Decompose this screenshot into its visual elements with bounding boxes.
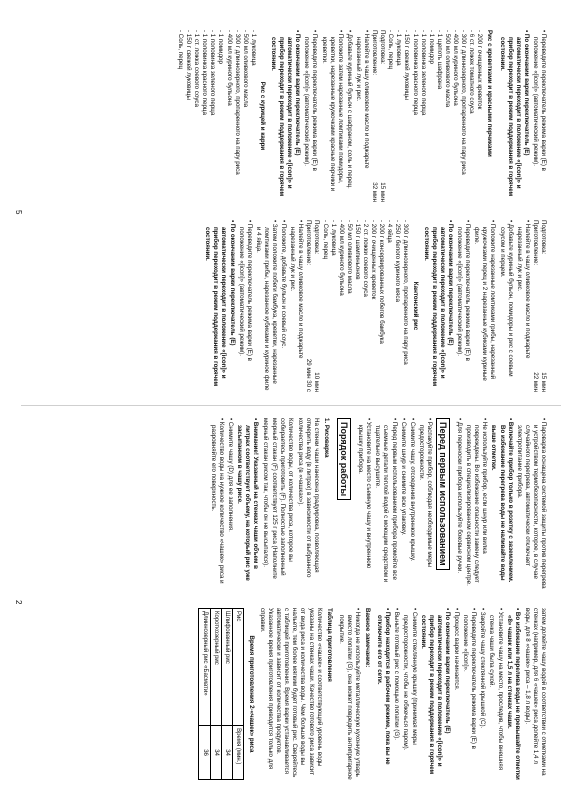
step: • По окончании варки переключатель (E) автоматически переходит в положение «[icon]» и прибор переходит в режим поддержания в горячем состоянии. — [203, 220, 235, 392]
ingredient: - 1 половинка красного перца — [200, 30, 208, 202]
paragraph: • Выньте готовый рис с помощью лопатки (G). — [392, 608, 400, 780]
ingredient: - Соль, перец — [320, 220, 328, 392]
table-row — [199, 609, 210, 780]
table-header-cell: Рис — [232, 609, 243, 726]
recipe-title: Кантонский рис — [411, 281, 419, 331]
ingredient: - 1 ст. ложка соевого соуса — [192, 30, 200, 202]
ingredient: - 250 г белого куриного мяса — [393, 220, 401, 392]
table-header-cell: Время (мин.) — [232, 726, 243, 780]
ingredient: - 300 г длиннозерного, пропаренного на пару риса — [459, 30, 467, 202]
step: • Налейте в чашу оливковое масло и поджарьте нарезанный лук и рис. — [288, 220, 304, 392]
cooking-time-table — [198, 608, 243, 780]
table-cell: Длиннозерный рис «Басмати» — [199, 609, 210, 726]
time-value: 29 мин 30 с — [305, 358, 313, 392]
section-heading: Перед первым использованием — [436, 418, 450, 570]
subsection-heading: 1. Рисоварка — [323, 418, 331, 458]
step: • Переведите переключатель режима варки (E) в положение «[icon]» (автоматический режим). — [237, 220, 253, 392]
paragraph: • Распакуйте прибор, соблюдая необходимые меры предосторожности. — [417, 418, 433, 590]
table-cell: 36 — [199, 726, 210, 780]
paragraph: На стенки чаши нанесена градуировка, позволяющая отмерить воду (в литрах) в зависимости от выбранного количества риса (в «чашках»). — [296, 418, 321, 578]
time-value: 32 мин — [371, 182, 379, 202]
time-row — [378, 30, 386, 202]
ingredient: - 1 луковица — [394, 30, 402, 202]
ingredient: - Соль, перец — [386, 30, 394, 202]
ingredient: - 400 мл куриного бульона — [451, 30, 459, 202]
ingredient: - 300 г длиннозерного, пропаренного на пару риса — [233, 30, 241, 202]
table-row — [221, 609, 232, 780]
ingredient: - 1 половинка зеленого перца — [208, 30, 216, 202]
ingredient: - 1 помидор — [427, 30, 435, 202]
ingredient: - 1 половинка зеленого перца — [419, 30, 427, 202]
time-row — [539, 220, 547, 392]
recipe-title: Рис с креветками и красными перчиками — [486, 30, 494, 157]
paragraph: • Снимите чашу, отсоединив внутреннюю крышку. — [408, 418, 416, 590]
ingredient: - 1 помидор — [216, 30, 224, 202]
page-number: 2 — [14, 600, 23, 605]
step: • Добавьте куриный бульон, помидоры и рис с соевым соусом и перцем. — [497, 220, 513, 392]
time-label: Подготовка: — [313, 220, 321, 255]
paragraph: • Снимите чашу (D) для ее заполнения. — [226, 418, 234, 590]
paragraph: • Закройте чашу стеклянной крышкой (C). — [478, 608, 486, 780]
step: • Положите, добавьте бульон и соевый соус. — [279, 220, 287, 392]
time-row — [531, 220, 539, 392]
left-page-column-1 — [37, 30, 547, 202]
paragraph: • Снимите шнур и снимите всю упаковку. — [399, 418, 407, 590]
left-page — [27, 30, 547, 400]
ingredient: - 2 ст. ложки соевого соуса — [361, 220, 369, 392]
time-label: Приготовление: — [371, 30, 379, 76]
ingredient: - 500 мл оливкового масла — [241, 30, 249, 202]
paragraph: • Количество воды на нужное количество «чашек» риса и разровняйте его поверхность. — [209, 418, 225, 590]
ingredient: - 400 мл куриного бульона — [337, 220, 345, 392]
time-label: Подготовка: — [379, 30, 387, 65]
time-row — [312, 220, 320, 392]
time-value: 15 мин — [379, 182, 387, 202]
time-row — [304, 220, 312, 392]
table-section-heading: Таблица приготовления — [325, 608, 333, 682]
paragraph: • Во избежание перелива воды не превышайте отметки «8» чашек или 1,5 л на стенках чаши. — [505, 608, 521, 780]
step: • Переведите переключатель режима варки (E) в положение «[icon]» (автоматический режим). — [455, 220, 471, 392]
ingredient: - 500 мл оливкового масла — [443, 30, 451, 202]
paragraph: • По окончании варки переключатель (E) автоматически переходит в положение «[icon]» и прибор переходит в режим поддержания в горячем состоянии. — [419, 608, 451, 780]
section-heading: Порядок работы — [337, 418, 351, 500]
ingredient: - 200 г очищенных креветок — [369, 220, 377, 392]
ingredient: - 400 мл куриного бульона — [224, 30, 232, 202]
ingredient: - 1 половинка красного перца — [411, 30, 419, 202]
left-page-column-2 — [37, 220, 547, 392]
paragraph: • Пароварка оснащена системой защиты против перегрева и устройством термобезопасности, которое, в случае случайного перегрева, автоматически отключает электропитание прибора. — [515, 418, 547, 590]
paragraph: • Установите чашу на место, проследив, чтобы внешняя стенка чаши была сухой. — [487, 608, 503, 780]
paragraph: • Переведите переключатель режима варки (E) в положение «[icon]». — [461, 608, 477, 780]
ingredient: - 150 г шампиньонов — [353, 220, 361, 392]
table-cell: 34 — [221, 726, 232, 780]
right-page-column-1 — [37, 418, 547, 590]
paragraph: • Переведите переключатель режима варки (E) в положение «[icon]» (автоматический режим). — [531, 30, 547, 202]
ingredient: - 150 г свежей луковицы — [402, 30, 410, 202]
time-label: Подготовка: — [540, 220, 547, 255]
step: • Положите затем нарезанные ломтиками помидоры, креветки, нарезанные кружочками красные перчики и креветки. — [319, 30, 343, 202]
table-header-row — [232, 609, 243, 780]
step: • Затем положите побеги бамбука, креветки, нарезанные ломтиками грибы, нарезанное кубиками и куриное филе и 4 яйца. — [254, 220, 278, 392]
paragraph: • Внимание! Указанный на стенках чаши объем в литрах соответствует объему, на который рис уже засыпанном в чашу рисе. — [235, 418, 259, 590]
paragraph: • Установите на место съемную чашу и внутреннюю крышку прибора. — [356, 418, 372, 590]
paragraph: затем долейте чашу водой в соответствии с отметками на стенках (например, для 6 «чашек» риса долейте 1,4 л воды, для 8 «чашек» риса – 1,8 л воды). — [523, 608, 547, 776]
ingredient: - 200 г очищенных креветок — [475, 30, 483, 202]
table-cell: 34 — [210, 726, 221, 780]
step: • Добавьте куриный бульон с шафраном, соль и перец. — [345, 30, 353, 202]
paragraph: • По окончании варки переключатель (E) автоматически переходит в положение «[icon]» и прибор переходит в режим поддержания в горячем состоянии. — [497, 30, 529, 202]
table-caption: Время приготовления 2-«чашек» риса — [247, 635, 255, 753]
ingredient: - 6 ст. ложек томатного соуса — [467, 30, 475, 202]
table-cell: Короткозерный рис — [210, 609, 221, 726]
time-row — [370, 30, 378, 202]
paragraph: Количество «чашек» и соответствующий уровень воды указаны на стенках чаши. Качество готового риса зависит от вида риса и количества воды. Чем больше воды вы нальете, тем более мягким будет готовый рис. Сверяйтесь с таблицей приготовления. Время варки устанавливается автоматически и зависит от количества продуктов. Указанное время приготовления приводится только для справки. — [259, 608, 323, 778]
ingredient: - 200 г консервированных побегов бамбука — [377, 220, 385, 392]
recipe-title: Рис с курицей и карри — [258, 81, 266, 151]
ingredient: - 1 щепоть шафрана — [435, 30, 443, 202]
note-heading: Важное замечание: — [364, 608, 372, 668]
right-page — [27, 418, 547, 788]
ingredient: - 50 мл оливкового масла — [345, 220, 353, 392]
step: • Налейте в чашу оливковое масло и поджарьте нарезанный лук и рис. — [515, 220, 531, 392]
step: • По окончании варки переключатель (E) автоматически переходит в положение «[icon]» и прибор переходит в режим поддержания в горячем состоянии. — [422, 220, 454, 392]
table-cell: Шлифованный рис — [221, 609, 232, 726]
ingredient: - 1 луковица — [249, 30, 257, 202]
table-row — [210, 609, 221, 780]
time-label: Приготовление: — [305, 220, 313, 266]
ingredient: - Соль, перец — [176, 30, 184, 202]
step: • Положите нарезанные ломтиками грибы, нарезанный кружочками перец и 2 нарезанные кубиками куриные филе. — [472, 220, 496, 392]
ingredient: - 1 луковица — [329, 220, 337, 392]
time-value: 15 мин — [540, 372, 547, 392]
time-value: 22 мин — [531, 372, 539, 392]
right-page-column-2 — [37, 608, 547, 780]
paragraph: • Перед первым использованием прибора промойте все съемные детали теплой водой с моющим средством и тщательно высушите. — [373, 418, 397, 590]
step: • Переведите переключатель режима варки (E) в положение «[icon]» (автоматический режим). — [302, 30, 318, 202]
paragraph: • Снимите стеклянную крышку (принимая меры предосторожности, чтобы не обжечься паром). — [401, 608, 417, 780]
time-label: Приготовление: — [531, 220, 539, 266]
ingredient: - 150 г свежей луковицы — [184, 30, 192, 202]
time-value: 10 мин — [313, 372, 321, 392]
paragraph: • Включайте прибор только в розетку с заземлением. Во избежание перегрева воды не наливайте воды выше отметки. — [489, 418, 513, 590]
step: • Налейте в чашу оливковое масло и поджарьте нарезанный лук и рис. — [354, 30, 370, 202]
ingredient: - 4 яйца — [385, 220, 393, 392]
page-number: 5 — [14, 210, 23, 215]
paragraph: Количество воды, от количества риса, которое вы собираетесь приготовить (F). Полностью заполненный мерный стакан (F) соответствует 125 г риса (Наполните мерный стакан рисом так, чтобы он не высыпался). — [262, 418, 294, 579]
step: • По окончании варки переключатель (E) автоматически переходит в положение «[icon]» и прибор переходит в режим поддержания в горячем состоянии. — [269, 30, 301, 202]
paragraph: • Прибор находится в рабочем режиме, пока вы не отключите его от сети. — [375, 608, 391, 780]
paragraph: • Процесс варки начинается. — [452, 608, 460, 780]
paragraph: • Для переноски прибора используйте боковые ручки. — [455, 418, 463, 590]
note-text: • Никогда не используйте металлическую кухонную утварь вместо лопатки (G), она может повредить антипригарное покрытие. — [337, 608, 361, 780]
paragraph: • Не используйте прибор, если шнур или вилка повреждены. Во избежание опасности замену следует производить в специализированном сервисном центре. — [464, 418, 488, 590]
page-fold-divider — [21, 405, 561, 406]
ingredient: - 300 г длиннозерного, пропаренного на пару риса — [401, 220, 409, 392]
